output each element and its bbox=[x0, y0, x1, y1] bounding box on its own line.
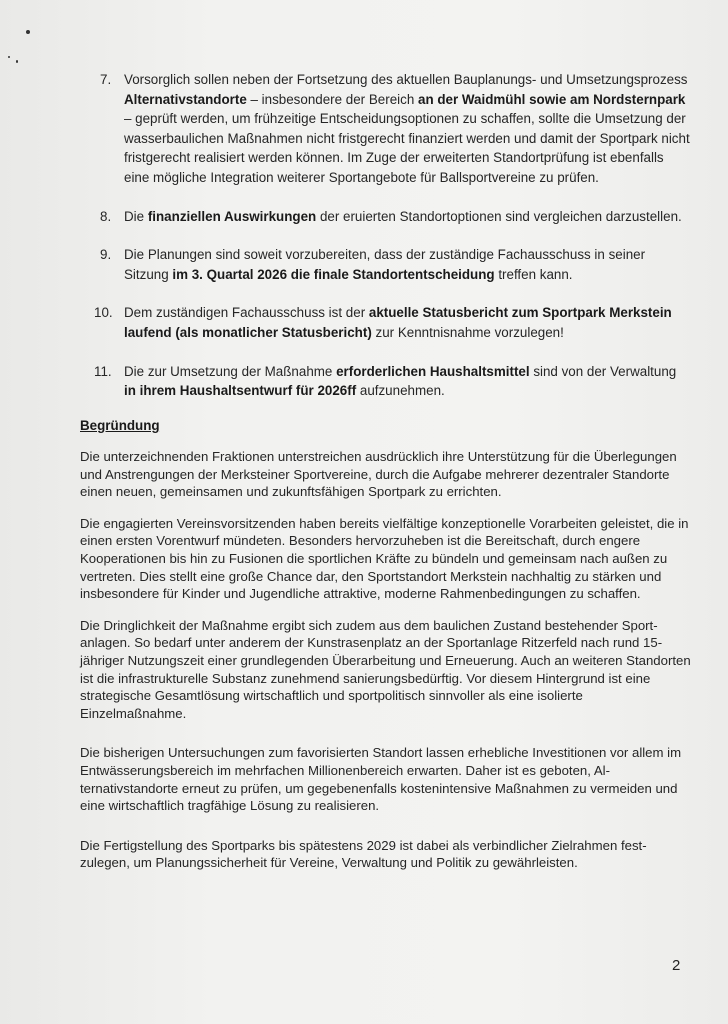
emphasis-text: erforderlichen Haushaltsmittel bbox=[336, 363, 530, 379]
scan-speck bbox=[16, 60, 18, 63]
body-text: – insbesondere der Bereich bbox=[246, 91, 418, 107]
numbered-list bbox=[94, 70, 690, 420]
body-text: – geprüft werden, um frühzeitige Entscheidungsoptionen zu schaffen, sollte die Umsetzung der wasserbaulichen Maßnahmen nicht fristgerecht finanziert werden und damit der Sportpark nicht fristgerecht realisiert werden können. Im Zuge der erweiterten Standortprüfung ist ebenfalls eine mögliche Integration weiterer Sportangebote für Ballsportvereine zu prüfen. bbox=[124, 111, 690, 185]
emphasis-text: an der Waidmühl sowie am Nordsternpark bbox=[418, 91, 686, 107]
paragraph: Die Dringlichkeit der Maßnahme ergibt sich zudem aus dem baulichen Zustand bestehender Sportanlagen. So bedarf unter anderem der Kunstrasenplatz an der Sportanlage Ritzerfeld nach rund 15-jähriger Nutzungszeit einer grundlegenden Überarbeitung und Erneuerung. Auch an weiteren Standorten ist die infrastrukturelle Substanz zunehmend sanierungsbedürftig. Vor diesem Hintergrund ist eine strategische Gesamtlösung wirtschaftlich und sportpolitisch sinnvoller als eine isolierte Einzelmaßnahme. bbox=[80, 617, 691, 721]
emphasis-text: in ihrem Haushaltsentwurf für 2026ff bbox=[124, 383, 357, 399]
paragraph: Die bisherigen Untersuchungen zum favorisierten Standort lassen erhebliche Investitionen vor allem im Entwässerungsbereich im mehrfachen Millionenbereich erwarten. Daher ist es geboten, Alternativstandorte erneut zu prüfen, um gegebenenfalls kostenintensive Maßnahmen zu vermeiden und eine wirtschaftlich tragfähige Lösung zu realisieren. bbox=[80, 745, 682, 814]
body-text: der eruierten Standortoptionen sind vergleichen darzustellen. bbox=[316, 208, 682, 224]
list-item bbox=[100, 245, 690, 284]
body-text: sind von der Verwaltung bbox=[529, 363, 677, 379]
body-text: treffen kann. bbox=[494, 266, 573, 282]
list-item-number: 11. bbox=[94, 363, 112, 379]
body-text: Die Planungen sind soweit vorzubereiten, dass der zuständige Fachausschuss in seiner Sitzung bbox=[124, 247, 646, 282]
list-item bbox=[100, 207, 690, 227]
body-text: zur Kenntnisnahme vorzulegen! bbox=[371, 324, 564, 340]
scan-speck bbox=[26, 30, 30, 34]
list-item-number: 7. bbox=[100, 72, 112, 87]
list-item bbox=[94, 362, 690, 401]
page-number: 2 bbox=[672, 957, 681, 974]
paragraph: Die Fertigstellung des Sportparks bis spätestens 2029 ist dabei als verbindlicher Zielrahmen festzulegen, um Planungssicherheit für Vereine, Verwaltung und Politik zu gewährleisten. bbox=[80, 837, 647, 871]
list-item-number: 9. bbox=[100, 247, 112, 263]
justification-text bbox=[80, 448, 692, 886]
list-item-number: 8. bbox=[100, 208, 112, 224]
body-text: Vorsorglich sollen neben der Fortsetzung des aktuellen Bauplanungs- und Umsetzungsprozess bbox=[124, 72, 688, 87]
body-text: Die bbox=[124, 208, 148, 224]
scan-speck bbox=[8, 56, 10, 58]
paragraph: Die engagierten Vereinsvorsitzenden haben bereits vielfältige konzeptionelle Vorarbeiten geleistet, die in einen ersten Vorentwurf mündeten. Besonders hervorzuheben ist die Bereitschaft, durch engere Kooperationen bis hin zu Fusionen die sportlichen Kräfte zu bündeln und gemeinsam nach außen zu vertreten. Dies stellt eine große Chance dar, den Sportstandort Merkstein nachhaltig zu stärken und insbesondere für Kinder und Jugendliche attraktive, moderne Rahmenbedingungen zu schaffen. bbox=[80, 515, 689, 602]
list-item-number: 10. bbox=[94, 305, 113, 321]
body-text: Die zur Umsetzung der Maßnahme bbox=[124, 363, 337, 379]
emphasis-text: finanziellen Auswirkungen bbox=[147, 208, 317, 224]
emphasis-text: im 3. Quartal 2026 die finale Standortentscheidung bbox=[172, 266, 495, 282]
emphasis-text: Alternativstandorte bbox=[124, 91, 247, 107]
body-text: Dem zuständigen Fachausschuss ist der bbox=[124, 305, 369, 321]
section-heading: Begründung bbox=[80, 418, 160, 433]
body-text: aufzunehmen. bbox=[356, 383, 445, 399]
emphasis-text: aktuelle Statusbericht zum Sportpark Merkstein laufend (als monatlicher Statusbericht) bbox=[124, 305, 672, 340]
list-item bbox=[94, 303, 690, 342]
list-item bbox=[100, 70, 690, 188]
paragraph: Die unterzeichnenden Fraktionen unterstreichen ausdrücklich ihre Unterstützung für die Überlegungen und Anstrengungen der Merksteiner Sportvereine, durch die Aufgabe mehrerer dezentraler Standorte einen neuen, gemeinsamen und zukunftsfähigen Sportpark zu errichten. bbox=[80, 449, 677, 500]
